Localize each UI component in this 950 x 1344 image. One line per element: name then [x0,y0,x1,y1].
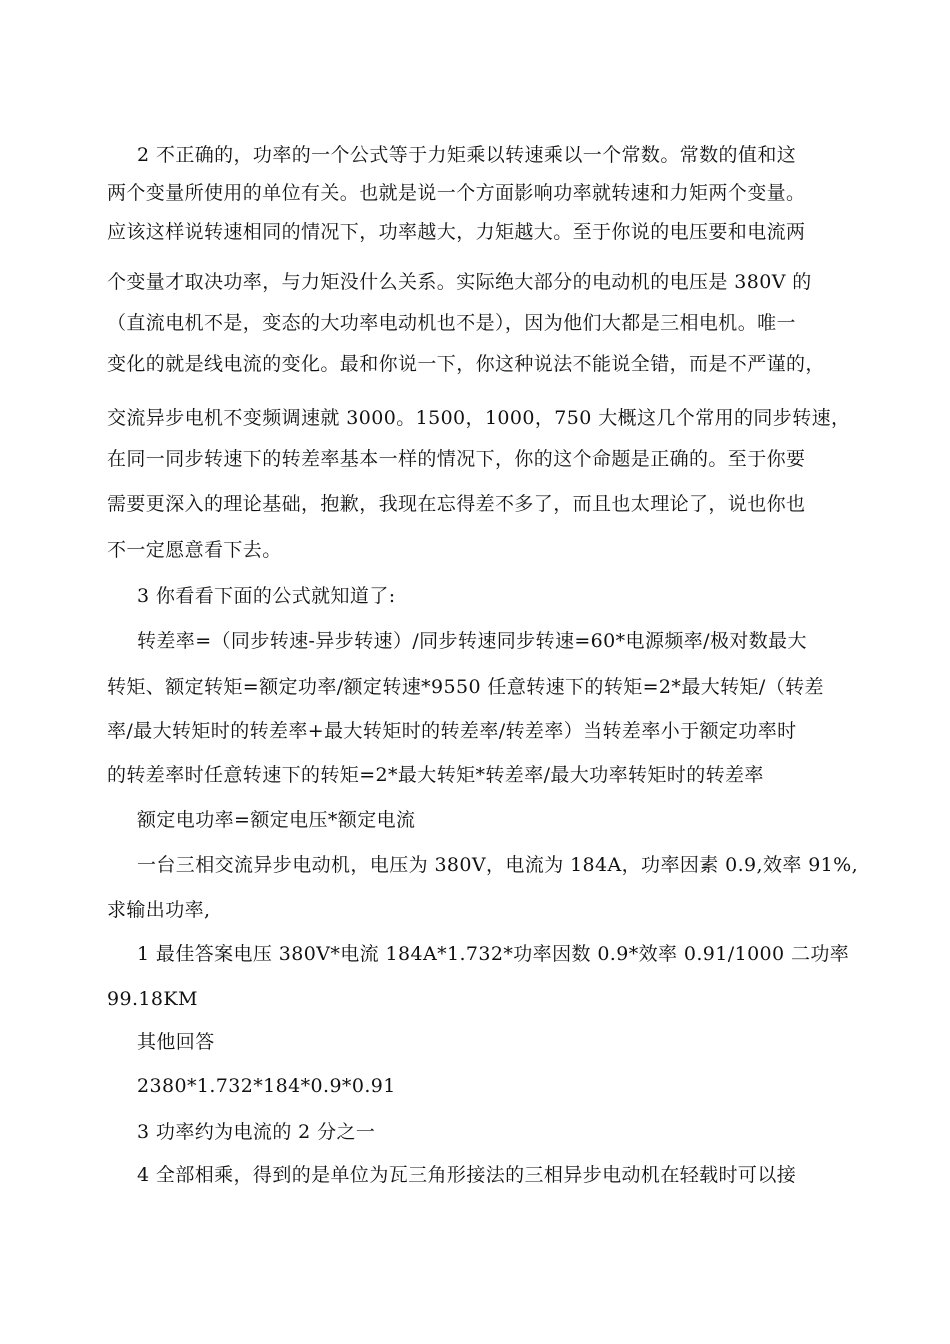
text-line: 交流异步电机不变频调速就 3000。1500，1000，750 大概这几个常用的同步转速， [107,407,851,429]
text-line: 在同一同步转速下的转差率基本一样的情况下，你的这个命题是正确的。至于你要 [107,448,806,470]
text-line: 3 功率约为电流的 2 分之一 [137,1121,376,1143]
text-line: 率/最大转矩时的转差率+最大转矩时的转差率/转差率）当转差率小于额定功率时 [107,720,797,742]
text-line: 应该这样说转速相同的情况下，功率越大，力矩越大。至于你说的电压要和电流两 [107,221,806,243]
text-line: 99.18KM [107,988,198,1010]
text-line: 4 全部相乘，得到的是单位为瓦三角形接法的三相异步电动机在轻载时可以接 [137,1164,797,1186]
text-line: 需要更深入的理论基础，抱歉，我现在忘得差不多了，而且也太理论了，说也你也 [107,493,806,515]
text-line: 2380*1.732*184*0.9*0.91 [137,1075,396,1097]
text-line: 转矩、额定转矩=额定功率/额定转速*9550 任意转速下的转矩=2*最大转矩/（转差 [107,676,824,698]
text-line: 的转差率时任意转速下的转矩=2*最大转矩*转差率/最大功率转矩时的转差率 [107,764,764,786]
text-line: 其他回答 [137,1031,215,1053]
text-line: 2 不正确的，功率的一个公式等于力矩乘以转速乘以一个常数。常数的值和这 [137,144,797,166]
text-line: 两个变量所使用的单位有关。也就是说一个方面影响功率就转速和力矩两个变量。 [107,182,806,204]
text-line: 不一定愿意看下去。 [107,539,282,561]
text-line: 额定电功率=额定电压*额定电流 [137,809,416,831]
text-line: 求输出功率, [107,899,211,921]
text-line: （直流电机不是，变态的大功率电动机也不是），因为他们大都是三相电机。唯一 [107,312,796,334]
text-line: 转差率=（同步转速-异步转速）/同步转速同步转速=60*电源频率/极对数最大 [137,630,807,652]
text-line: 个变量才取决功率，与力矩没什么关系。实际绝大部分的电动机的电压是 380V 的 [107,271,812,293]
text-line: 3 你看看下面的公式就知道了: [137,585,396,607]
text-line: 变化的就是线电流的变化。最和你说一下，你这种说法不能说全错，而是不严谨的， [107,353,825,375]
text-line: 一台三相交流异步电动机，电压为 380V，电流为 184A，功率因素 0.9,效率 91%, [137,854,859,876]
text-line: 1 最佳答案电压 380V*电流 184A*1.732*功率因数 0.9*效率 0.91/1000 二功率 [137,943,850,965]
